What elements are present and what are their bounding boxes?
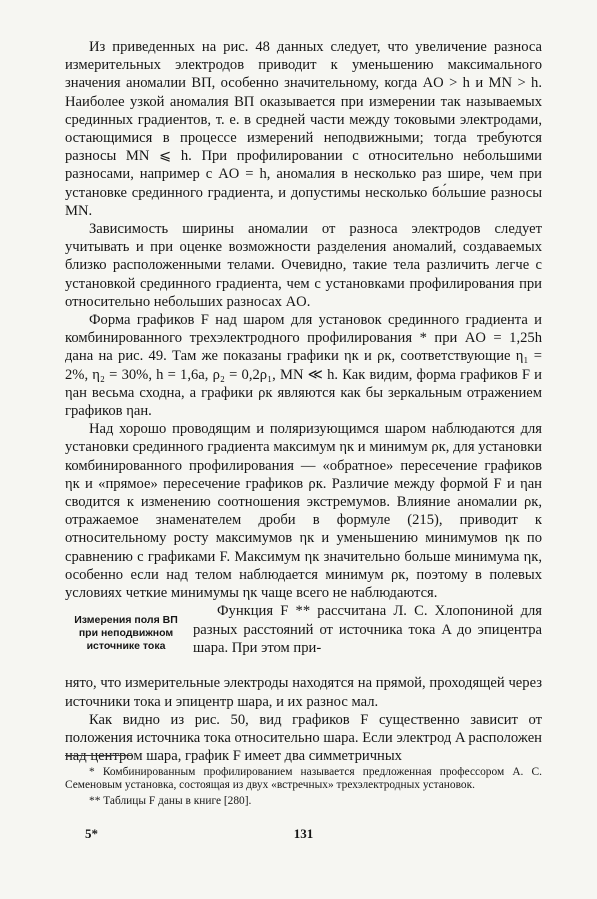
main-text — [65, 38, 542, 765]
page-footer — [65, 826, 542, 842]
footnote: * Комбинированным профилированием называется предложенная профессором А. С. Семеновым установка, состоящая из двух «встречных» трехэлектродных установок. — [65, 766, 542, 791]
page-number: 131 — [293, 826, 314, 841]
footnote: ** Таблицы F даны в книге [280]. — [89, 795, 252, 807]
paragraph-side-text: Функция F ** рассчитана Л. С. Хлопониной для разных расстояний от источника тока A до эпицентра шара. При этом при- — [193, 603, 542, 656]
section-heading: Измерения поля ВП при неподвижном источнике тока — [74, 614, 178, 653]
paragraph: Из приведенных на рис. 48 данных следует, что увеличение разноса измерительных электродов приводит к уменьшению максимального значения аномалии ВП, особенно значительному, когда AO > h и MN > h. Наиболее узкой аномалия ВП оказывается при измерении так называемых срединных градиентов, т. е. в средней части между токовыми электродами, остающимися в процессе измерений неподвижными; тогда требуются разносы MN ⩽ h. При профилировании с относительно небольшими разносами, например с AO = h, аномалия в несколько раз шире, чем при установке срединного градиента, и допустимы несколько бо́льшие разносы MN. — [65, 39, 542, 219]
paragraph: Зависимость ширины аномалии от разноса электродов следует учитывать и при оценке возможности разделения аномалий, создаваемых близко расположенными телами. Очевидно, такие тела различить легче с установкой срединного градиента, чем с установками профилирования при относительно небольших разносах AO. — [65, 221, 542, 310]
footnote-rule — [65, 755, 133, 756]
signature-mark: 5* — [85, 826, 98, 841]
section-start — [65, 602, 542, 674]
footnotes — [65, 766, 542, 808]
paragraph-continuation: нято, что измерительные электроды находятся на прямой, проходящей через источники тока и эпицентр шара, и их разнос мал. — [65, 675, 542, 710]
paragraph: Форма графиков F над шаром для установок срединного градиента и комбинированного трехэлектродного профилирования * при AO = 1,25h дана на рис. 49. Там же показаны графики ηк и ρк, соответствующие η₁ = 2%, η₂ = 30%, h = 1,6a, ρ₂ = 0,2ρ₁, MN ≪ h. Как видим, форма графиков F и ηан весьма сходна, а графики ρк являются как бы зеркальным отражением графиков ηан. — [65, 312, 542, 420]
paragraph: Как видно из рис. 50, вид графиков F существенно зависит от положения источника тока относительно шара. Если электрод A расположен над центром шара, график F имеет два симметричных — [65, 711, 542, 765]
paragraph: Над хорошо проводящим и поляризующимся шаром наблюдаются для установки срединного градиента максимум ηк и минимум ρк, для установки комбинированного профилирования — «обратное» пересечение графиков ηк и «прямое» пересечение графиков ρк. Различие между формой F и ηан сводится к изменению соотношения экстремумов. Влияние аномалии ρк, отражаемое знаменателем дроби в формуле (215), приводит к относительному росту максимумов ηк и уменьшению минимумов ηк по сравнению с графиками F. Максимум ηк значительно больше минимума ηк, особенно если над телом наблюдается минимум ρк, поэтому в полевых условиях четкие минимумы ηк чаще всего не наблюдаются. — [65, 421, 542, 602]
